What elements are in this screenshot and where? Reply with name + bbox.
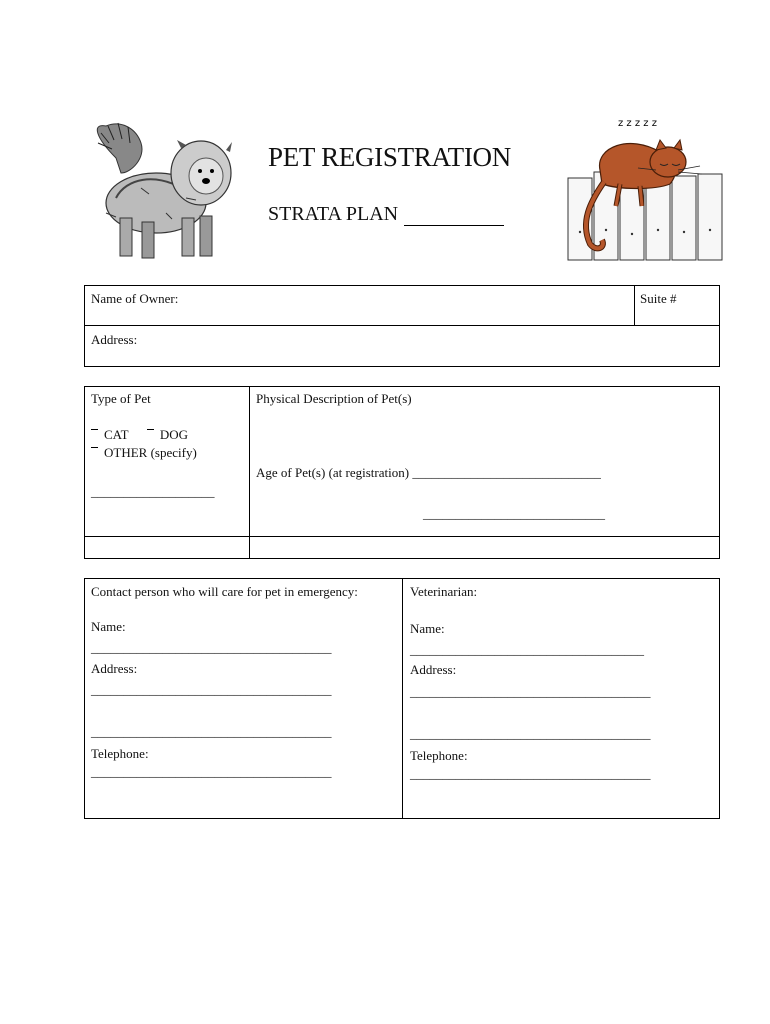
suite-divider (634, 285, 635, 325)
veterinarian-heading: Veterinarian: (410, 584, 478, 599)
other-option-label: OTHER (specify) (104, 445, 197, 460)
age-row (256, 465, 601, 481)
owner-divider (84, 325, 720, 326)
strata-plan-label: STRATA PLAN (268, 203, 399, 225)
owner-address-label: Address: (91, 332, 138, 347)
contact-telephone-field[interactable]: _____________________________________ (91, 764, 332, 779)
suite-label: Suite # (640, 291, 677, 306)
other-option-row (91, 445, 197, 461)
contact-telephone-label: Telephone: (91, 746, 149, 761)
vet-telephone-label: Telephone: (410, 748, 468, 763)
vet-address-label: Address: (410, 662, 457, 677)
vet-name-label: Name: (410, 621, 445, 636)
contact-name-field[interactable]: _____________________________________ (91, 640, 332, 655)
strata-plan-line (268, 203, 504, 226)
dog-option-label: DOG (159, 427, 188, 442)
contact-address-field-1[interactable]: _____________________________________ (91, 682, 332, 697)
pet-divider-horizontal (84, 536, 720, 537)
page-title: PET REGISTRATION (268, 142, 511, 172)
physical-description-field[interactable] (256, 410, 712, 458)
vet-telephone-field[interactable]: _____________________________________ (410, 766, 651, 781)
cat-option-label: CAT (104, 427, 129, 442)
suite-field[interactable] (640, 308, 716, 324)
vet-address-field-1[interactable]: _____________________________________ (410, 684, 651, 699)
dog-checkbox[interactable] (147, 429, 154, 430)
dog-illustration (86, 118, 236, 268)
vet-name-field[interactable]: ____________________________________ (410, 642, 644, 657)
emergency-contact-heading: Contact person who will care for pet in emergency: (91, 584, 358, 599)
contact-name-label: Name: (91, 619, 126, 634)
age-label: Age of Pet(s) (at registration) (256, 465, 410, 480)
other-specify-field[interactable]: ___________________ (91, 484, 215, 499)
contact-address-label: Address: (91, 661, 138, 676)
cat-checkbox[interactable] (91, 429, 98, 430)
sleep-marks: z z z z z (618, 118, 657, 129)
other-checkbox[interactable] (91, 447, 98, 448)
sleeping-cat-on-fence-illustration (560, 112, 730, 264)
contact-address-field-2[interactable]: _____________________________________ (91, 724, 332, 739)
contact-vet-divider (402, 578, 403, 819)
owner-name-field[interactable] (91, 308, 631, 324)
age-field[interactable]: _____________________________ (412, 465, 601, 480)
age-field-2[interactable]: ____________________________ (423, 506, 605, 521)
pet-extra-cell-left[interactable] (86, 539, 246, 557)
physical-description-label: Physical Description of Pet(s) (256, 391, 412, 406)
pet-type-options-row (91, 427, 188, 443)
owner-name-label: Name of Owner: (91, 291, 179, 306)
pet-extra-cell-right[interactable] (252, 539, 717, 557)
strata-plan-blank[interactable] (404, 205, 504, 226)
pet-type-label: Type of Pet (91, 391, 151, 406)
vet-address-field-2[interactable]: _____________________________________ (410, 726, 651, 741)
pet-divider-vertical (249, 386, 250, 559)
owner-address-field[interactable] (91, 348, 711, 364)
